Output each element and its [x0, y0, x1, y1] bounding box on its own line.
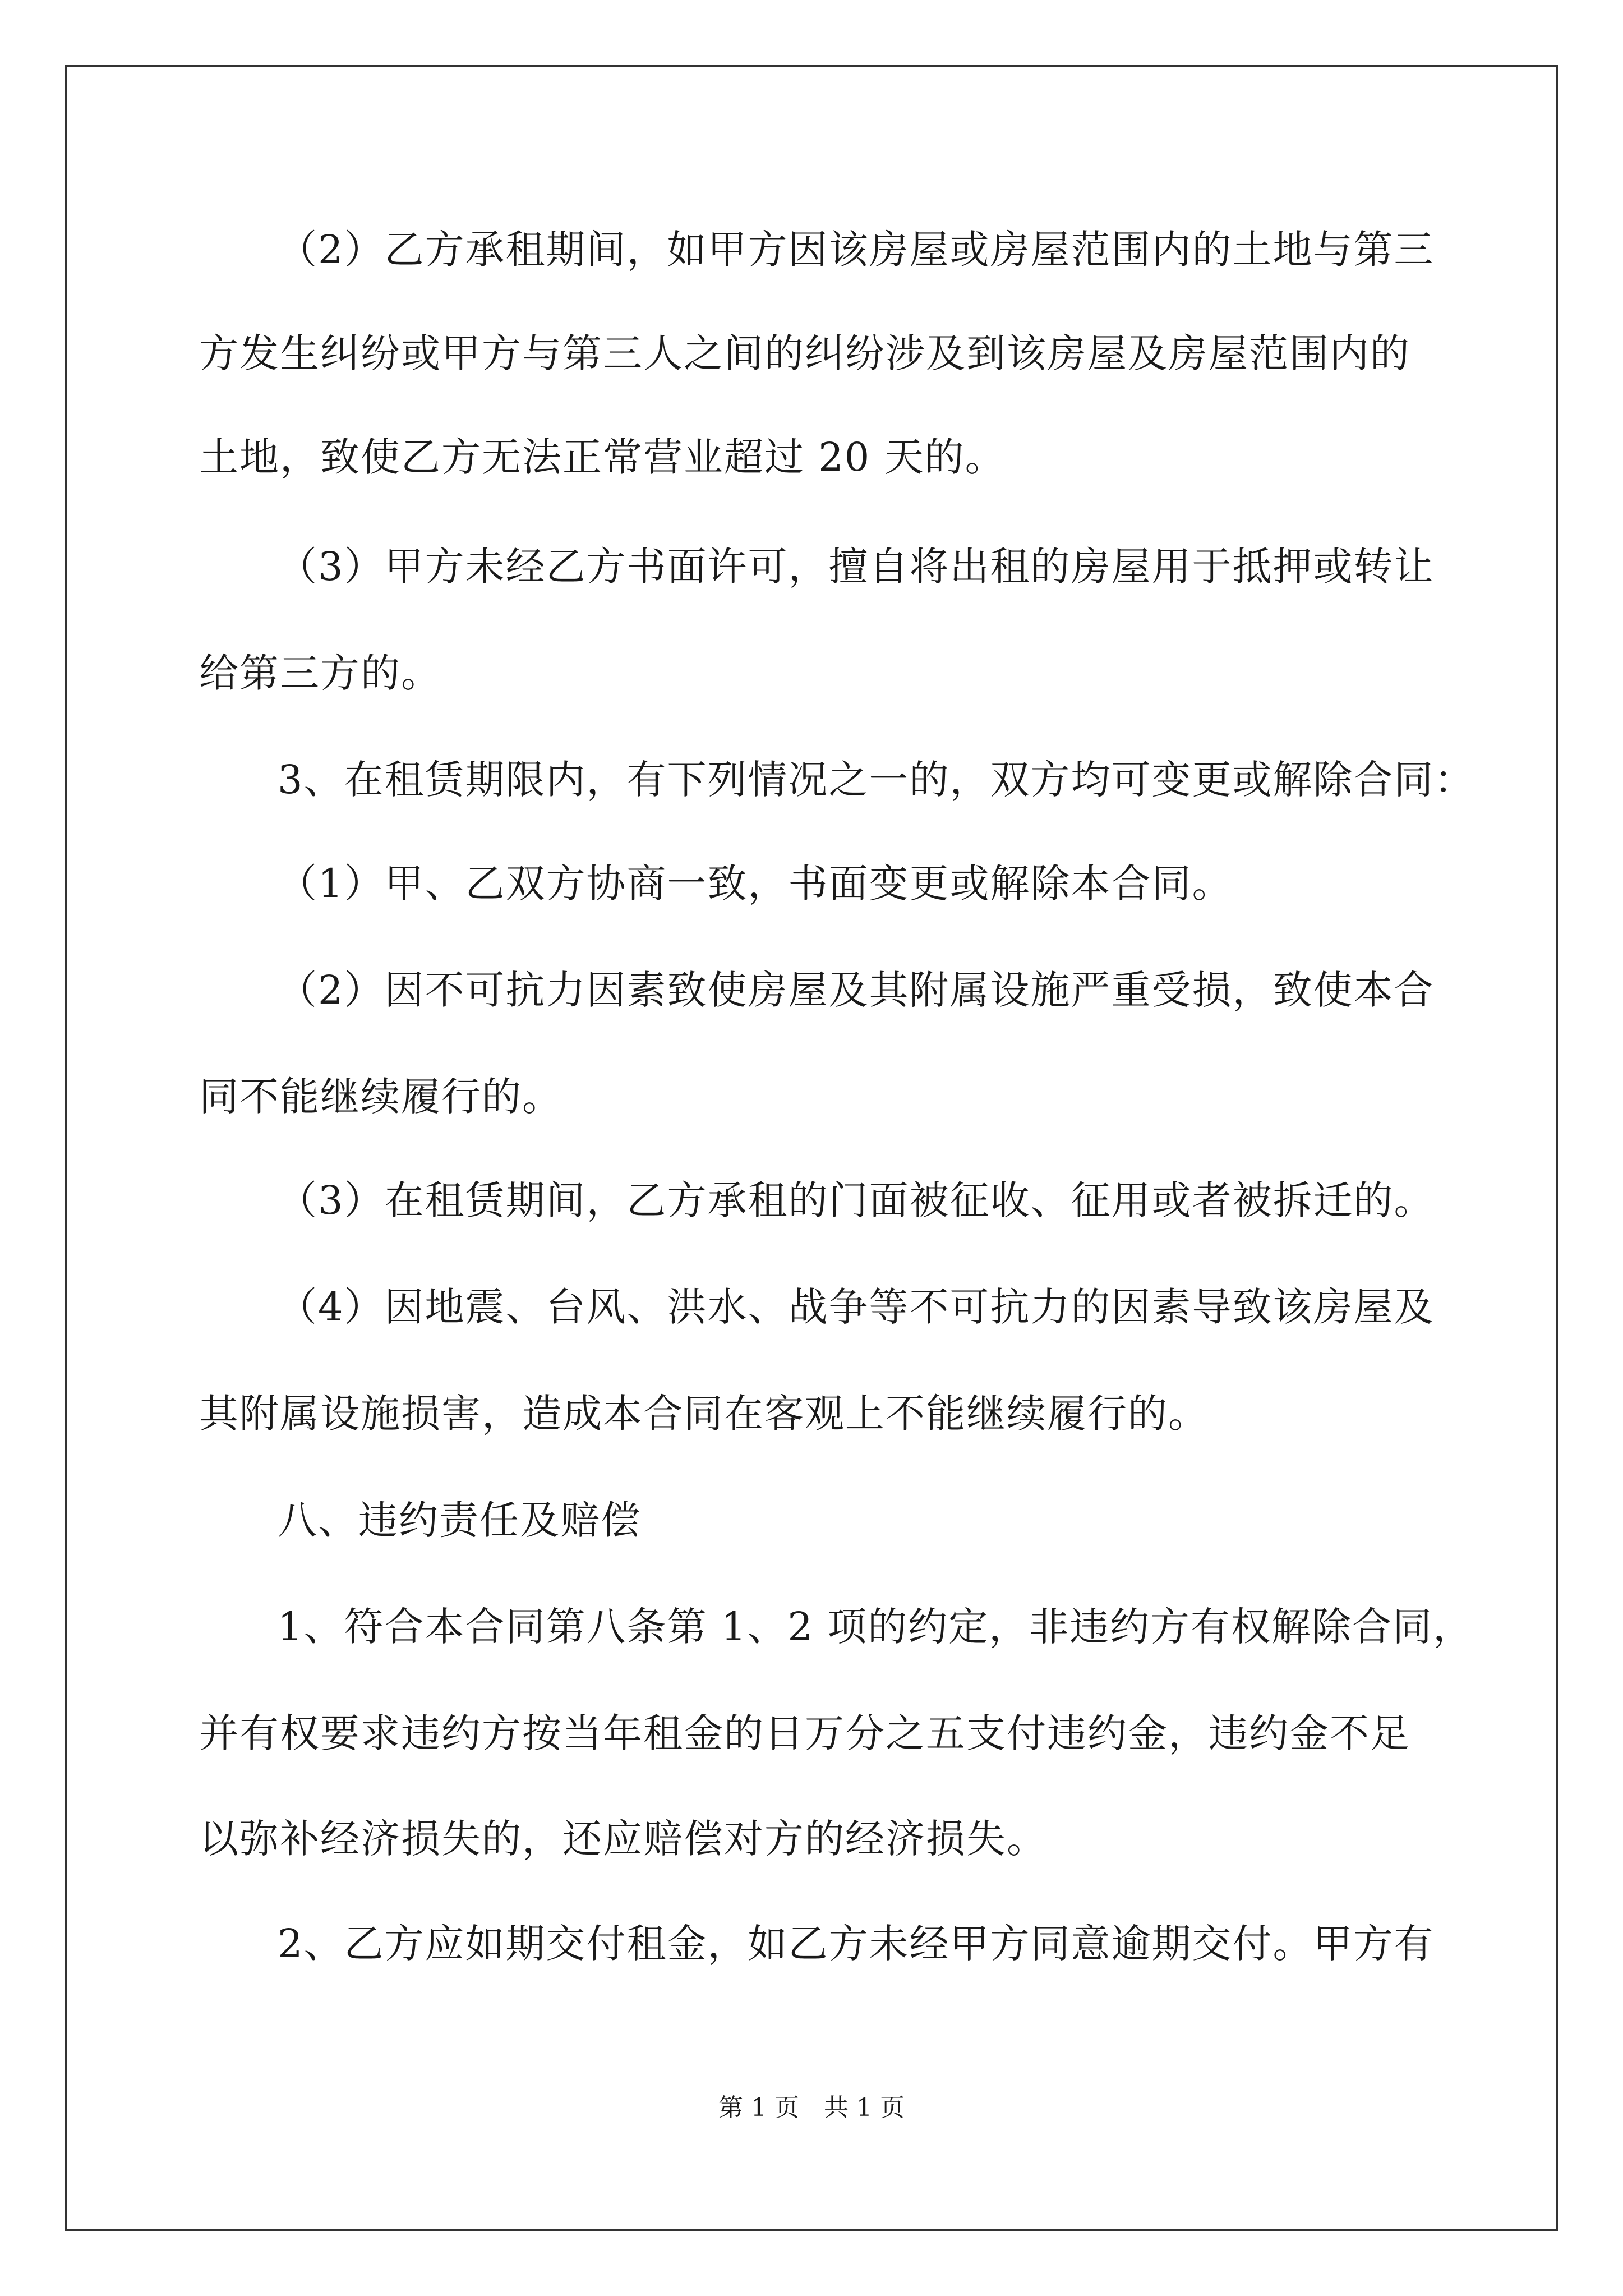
paragraph-line: （3）在租赁期间，乙方承租的门面被征收、征用或者被拆迁的。 [278, 1177, 1435, 1223]
page-footer: 第 1 页 共 1 页 [718, 2093, 905, 2122]
paragraph-line: （3）甲方未经乙方书面许可，擅自将出租的房屋用于抵押或转让 [278, 544, 1435, 590]
paragraph-line: 方发生纠纷或甲方与第三人之间的纠纷涉及到该房屋及房屋范围内的 [199, 330, 1410, 376]
paragraph-line: （4）因地震、台风、洪水、战争等不可抗力的因素导致该房屋及 [278, 1284, 1435, 1330]
paragraph-line: （1）甲、乙双方协商一致，书面变更或解除本合同。 [278, 861, 1233, 907]
paragraph-line: 2、乙方应如期交付租金，如乙方未经甲方同意逾期交付。甲方有 [278, 1921, 1435, 1967]
paragraph-line: 同不能继续履行的。 [199, 1074, 562, 1120]
paragraph-line: （2）因不可抗力因素致使房屋及其附属设施严重受损，致使本合 [278, 967, 1435, 1013]
paragraph-line: 以弥补经济损失的，还应赔偿对方的经济损失。 [199, 1816, 1047, 1862]
paragraph-line: 给第三方的。 [199, 650, 441, 696]
paragraph-line: 3、在租赁期限内，有下列情况之一的，双方均可变更或解除合同： [278, 757, 1475, 803]
paragraph-line: 并有权要求违约方按当年租金的日万分之五支付违约金，违约金不足 [199, 1710, 1410, 1756]
paragraph-line: 其附属设施损害，造成本合同在客观上不能继续履行的。 [199, 1391, 1209, 1437]
paragraph-line: 1、符合本合同第八条第 1、2 项的约定，非违约方有权解除合同， [278, 1604, 1474, 1650]
paragraph-line: （2）乙方承租期间，如甲方因该房屋或房屋范围内的土地与第三 [278, 227, 1435, 273]
section-heading: 八、违约责任及赔偿 [278, 1497, 641, 1543]
paragraph-line: 土地，致使乙方无法正常营业超过 20 天的。 [199, 434, 1006, 480]
page-border [65, 65, 1558, 2231]
